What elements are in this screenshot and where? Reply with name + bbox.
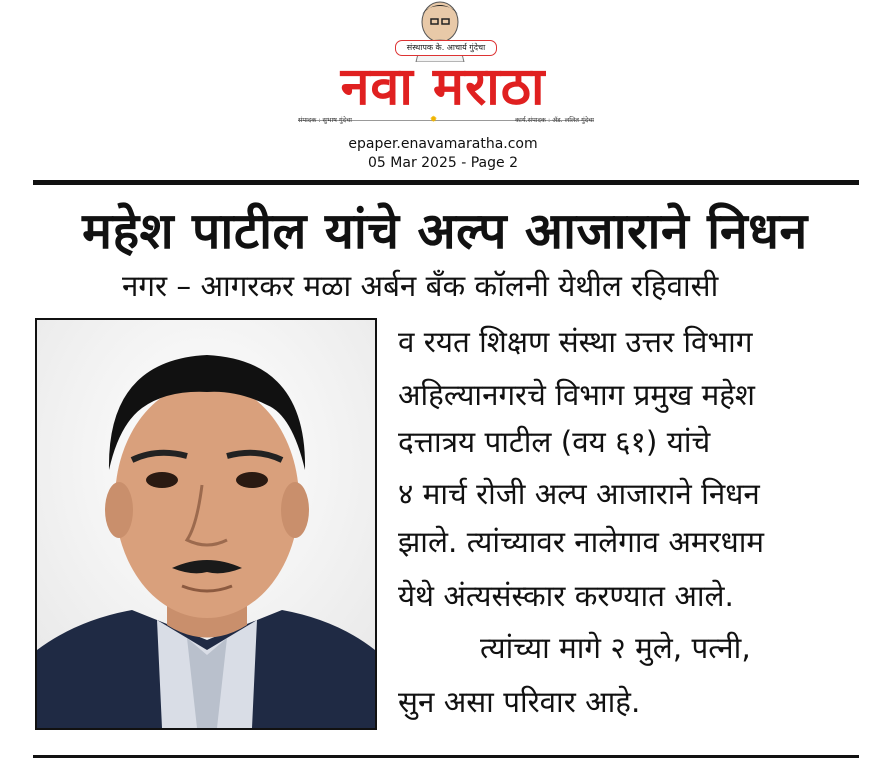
brand-subtitle	[298, 114, 594, 126]
founder-caption: संस्थापक के. आचार्य गुंदेचा	[395, 40, 497, 56]
newspaper-brand: नवा मराठा	[340, 57, 546, 117]
article-line: व रयत शिक्षण संस्था उत्तर विभाग	[398, 325, 753, 359]
article-line: दत्तात्रय पाटील (वय ६१) यांचे	[398, 425, 711, 459]
article-headline: महेश पाटील यांचे अल्प आजाराने निधन	[82, 202, 808, 260]
editor-credit: संपादक : सुभाष गुंदेचा	[298, 116, 352, 124]
bottom-rule	[33, 755, 859, 758]
article-line: अहिल्यानगरचे विभाग प्रमुख महेश	[398, 378, 755, 412]
article-line: झाले. त्यांच्यावर नालेगाव अमरधाम	[398, 525, 764, 559]
masthead	[0, 0, 886, 178]
sun-icon: ✹	[429, 115, 438, 125]
top-rule	[33, 180, 859, 185]
article-line: ४ मार्च रोजी अल्प आजाराने निधन	[398, 477, 760, 511]
date-page: 05 Mar 2025 - Page 2	[368, 155, 518, 171]
article-line: त्यांच्या मागे २ मुले, पत्नी,	[480, 631, 751, 665]
article-line: येथे अंत्यसंस्कार करण्यात आले.	[398, 579, 734, 613]
exec-editor-credit: कार्य.संपादक : ॲड. ललित गुंदेचा	[515, 116, 594, 124]
epaper-url[interactable]: epaper.enavamaratha.com	[348, 136, 538, 152]
article-photo	[35, 318, 377, 730]
article-line: नगर – आगरकर मळा अर्बन बँक कॉलनी येथील रहिवासी	[122, 269, 719, 303]
article-line: सुन असा परिवार आहे.	[398, 685, 641, 719]
